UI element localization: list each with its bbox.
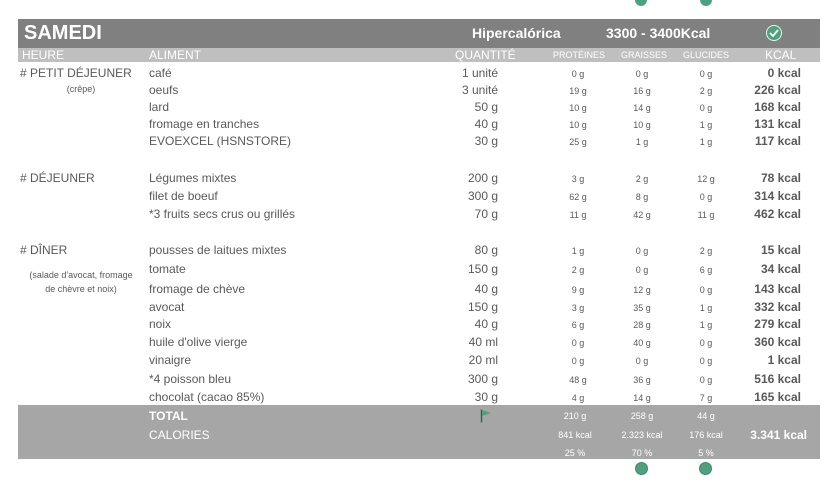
food-quantity: 70 g <box>474 207 498 221</box>
food-name: fromage en tranches <box>149 117 260 131</box>
calories-graisses: 2.323 kcal <box>621 430 663 440</box>
food-quantity: 40 g <box>474 317 498 331</box>
food-graisses: 0 g <box>635 356 649 366</box>
total-proteines: 210 g <box>563 411 587 421</box>
meal-label: # DÎNER <box>20 243 68 257</box>
food-kcal: 226 kcal <box>754 83 801 97</box>
food-quantity: 3 unité <box>461 83 498 97</box>
food-proteines: 0 g <box>571 356 585 366</box>
food-proteines: 48 g <box>569 375 587 385</box>
food-graisses: 0 g <box>635 246 649 256</box>
food-graisses: 2 g <box>635 174 649 184</box>
food-proteines: 62 g <box>569 192 587 202</box>
food-graisses: 10 g <box>633 120 651 130</box>
food-proteines: 1 g <box>571 246 585 256</box>
col-quantite: QUANTITÉ <box>455 48 516 62</box>
food-kcal: 314 kcal <box>754 189 801 203</box>
food-glucides: 0 g <box>699 192 713 202</box>
food-kcal: 34 kcal <box>760 262 801 276</box>
food-proteines: 3 g <box>571 174 585 184</box>
food-name: filet de boeuf <box>149 189 218 203</box>
food-name: tomate <box>149 262 186 276</box>
food-graisses: 40 g <box>633 338 651 348</box>
pct-glucides: 5 % <box>698 448 714 458</box>
top-dot-right <box>700 0 712 6</box>
col-glucides: GLUCIDES <box>683 50 730 60</box>
food-graisses: 1 g <box>635 137 649 147</box>
food-kcal: 143 kcal <box>754 282 801 296</box>
calories-proteines: 841 kcal <box>558 430 592 440</box>
calories-total: 3.341 kcal <box>750 428 807 442</box>
food-glucides: 7 g <box>699 393 713 403</box>
food-name: café <box>149 66 172 80</box>
food-kcal: 0 kcal <box>767 66 801 80</box>
food-name: oeufs <box>149 83 179 97</box>
food-quantity: 300 g <box>467 189 498 203</box>
food-proteines: 0 g <box>571 338 585 348</box>
food-graisses: 14 g <box>633 103 651 113</box>
meal-label: # PETIT DÉJEUNER <box>20 66 132 80</box>
food-glucides: 1 g <box>699 320 713 330</box>
col-kcal: KCAL <box>765 48 797 62</box>
food-quantity: 40 ml <box>468 335 498 349</box>
total-graisses: 258 g <box>630 411 654 421</box>
flag-icon <box>480 409 492 428</box>
food-kcal: 168 kcal <box>754 100 801 114</box>
food-kcal: 165 kcal <box>754 390 801 404</box>
food-quantity: 50 g <box>474 100 498 114</box>
food-quantity: 300 g <box>467 372 498 386</box>
food-kcal: 462 kcal <box>754 207 801 221</box>
food-glucides: 0 g <box>699 103 713 113</box>
food-glucides: 1 g <box>699 303 713 313</box>
food-kcal: 360 kcal <box>754 335 801 349</box>
food-glucides: 0 g <box>699 285 713 295</box>
food-quantity: 80 g <box>474 243 498 257</box>
meal-note: (salade d'avocat, fromage <box>29 270 133 280</box>
food-quantity: 1 unité <box>461 66 498 80</box>
food-name: fromage de chève <box>149 282 246 296</box>
col-heure: HEURE <box>22 48 65 62</box>
food-name: *4 poisson bleu <box>149 372 232 386</box>
diet-type: Hipercalórica <box>472 25 561 41</box>
meal-note: (crêpe) <box>66 84 96 94</box>
food-glucides: 1 g <box>699 137 713 147</box>
food-proteines: 3 g <box>571 303 585 313</box>
food-name: huile d'olive vierge <box>149 335 248 349</box>
food-kcal: 279 kcal <box>754 317 801 331</box>
food-glucides: 0 g <box>699 69 713 79</box>
food-proteines: 4 g <box>571 393 585 403</box>
food-graisses: 35 g <box>633 303 651 313</box>
food-glucides: 2 g <box>699 246 713 256</box>
food-quantity: 150 g <box>467 262 498 276</box>
green-dot-icon <box>635 462 648 475</box>
food-proteines: 10 g <box>569 120 587 130</box>
food-graisses: 12 g <box>633 285 651 295</box>
food-quantity: 150 g <box>467 300 498 314</box>
food-graisses: 0 g <box>635 265 649 275</box>
food-proteines: 11 g <box>569 210 587 220</box>
food-proteines: 0 g <box>571 69 585 79</box>
meal-note: de chèvre et noix) <box>45 284 117 294</box>
food-glucides: 1 g <box>699 120 713 130</box>
food-glucides: 2 g <box>699 86 713 96</box>
col-aliment: ALIMENT <box>149 48 202 62</box>
food-quantity: 30 g <box>474 134 498 148</box>
food-name: lard <box>149 100 170 114</box>
food-name: EVOEXCEL (HSNSTORE) <box>149 134 292 148</box>
calories-glucides: 176 kcal <box>689 430 723 440</box>
col-proteines: PROTÉINES <box>553 50 606 60</box>
food-glucides: 0 g <box>699 338 713 348</box>
food-kcal: 516 kcal <box>754 372 801 386</box>
food-graisses: 14 g <box>633 393 651 403</box>
kcal-range: 3300 - 3400Kcal <box>606 25 711 41</box>
food-kcal: 131 kcal <box>754 117 801 131</box>
food-graisses: 0 g <box>635 69 649 79</box>
food-kcal: 1 kcal <box>767 353 801 367</box>
food-quantity: 200 g <box>467 171 498 185</box>
food-graisses: 36 g <box>633 375 651 385</box>
day-title: SAMEDI <box>24 22 102 44</box>
food-kcal: 78 kcal <box>760 171 801 185</box>
food-name: noix <box>149 317 172 331</box>
food-kcal: 15 kcal <box>760 243 801 257</box>
food-glucides: 12 g <box>697 174 715 184</box>
food-glucides: 6 g <box>699 265 713 275</box>
food-proteines: 9 g <box>571 285 585 295</box>
food-name: chocolat (cacao 85%) <box>149 390 265 404</box>
food-proteines: 25 g <box>569 137 587 147</box>
pct-proteines: 25 % <box>564 448 586 458</box>
food-kcal: 117 kcal <box>754 134 801 148</box>
total-label: TOTAL <box>149 409 188 423</box>
food-name: pousses de laitues mixtes <box>149 243 287 257</box>
food-quantity: 30 g <box>474 390 498 404</box>
total-glucides: 44 g <box>697 411 715 421</box>
food-graisses: 16 g <box>633 86 651 96</box>
food-name: Légumes mixtes <box>149 171 237 185</box>
food-proteines: 10 g <box>569 103 587 113</box>
food-glucides: 11 g <box>697 210 715 220</box>
food-glucides: 0 g <box>699 375 713 385</box>
calories-label: CALORIES <box>149 428 210 442</box>
food-quantity: 20 ml <box>468 353 498 367</box>
meal-label: # DÉJEUNER <box>20 171 95 185</box>
food-graisses: 28 g <box>633 320 651 330</box>
food-name: *3 fruits secs crus ou grillés <box>149 207 296 221</box>
col-graisses: GRAISSES <box>621 50 668 60</box>
food-name: avocat <box>149 300 185 314</box>
check-circle-icon <box>766 25 782 41</box>
food-name: vinaigre <box>149 353 192 367</box>
food-glucides: 0 g <box>699 356 713 366</box>
food-proteines: 19 g <box>569 86 587 96</box>
food-quantity: 40 g <box>474 117 498 131</box>
top-dot-left <box>635 0 647 6</box>
food-kcal: 332 kcal <box>754 300 801 314</box>
pct-graisses: 70 % <box>631 448 653 458</box>
food-graisses: 8 g <box>635 192 649 202</box>
food-quantity: 40 g <box>474 282 498 296</box>
food-graisses: 42 g <box>633 210 651 220</box>
green-dot-icon <box>699 462 712 475</box>
food-proteines: 2 g <box>571 265 585 275</box>
food-proteines: 6 g <box>571 320 585 330</box>
